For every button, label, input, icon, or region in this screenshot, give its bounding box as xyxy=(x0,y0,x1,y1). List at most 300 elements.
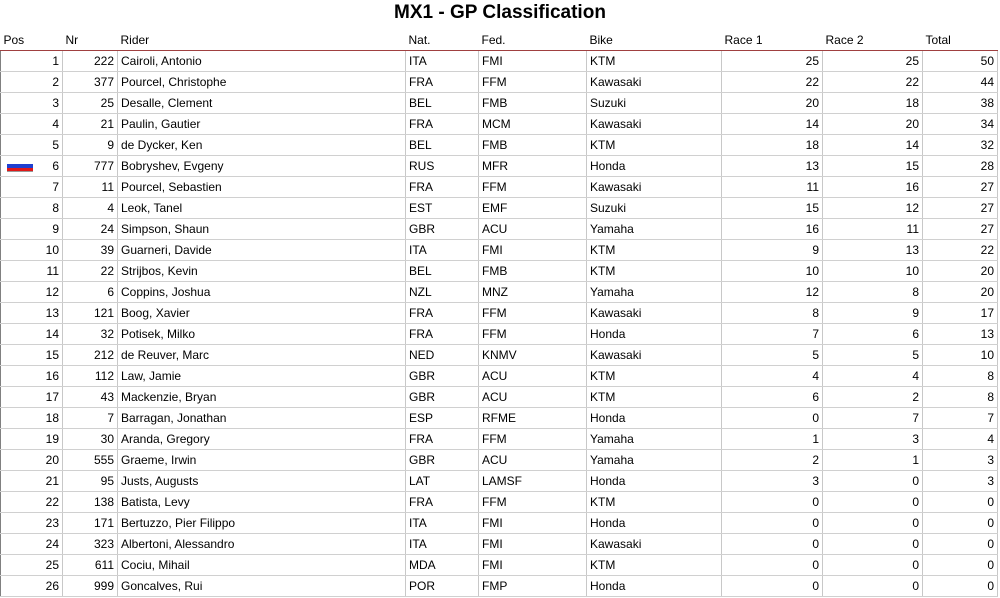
cell-race2 xyxy=(823,429,923,450)
race2-value: 16 xyxy=(905,180,919,194)
cell-fed xyxy=(479,240,587,261)
pos-value: 26 xyxy=(45,579,59,593)
cell-race2 xyxy=(823,219,923,240)
nat-value: ITA xyxy=(409,537,427,551)
cell-fed xyxy=(479,72,587,93)
race2-value: 11 xyxy=(906,222,919,236)
cell-rider xyxy=(118,261,406,282)
cell-race2 xyxy=(823,198,923,219)
fed-value: KNMV xyxy=(482,348,517,362)
fed-value: LAMSF xyxy=(482,474,523,488)
race1-value: 9 xyxy=(812,243,819,257)
cell-nat xyxy=(406,408,479,429)
rider-value: Mackenzie, Bryan xyxy=(121,390,217,404)
nr-value: 22 xyxy=(100,264,114,278)
cell-total xyxy=(923,471,998,492)
cell-total xyxy=(923,177,998,198)
nat-value: FRA xyxy=(409,75,433,89)
cell-fed xyxy=(479,156,587,177)
cell-bike xyxy=(587,450,722,471)
cell-nr xyxy=(63,513,118,534)
cell-nat xyxy=(406,93,479,114)
table-row xyxy=(1,534,998,555)
cell-nr xyxy=(63,261,118,282)
race1-value: 0 xyxy=(812,411,819,425)
cell-nr xyxy=(63,303,118,324)
cell-pos xyxy=(1,408,63,429)
cell-fed xyxy=(479,408,587,429)
bike-value: KTM xyxy=(590,495,616,509)
nr-value: 39 xyxy=(100,243,114,257)
cell-pos xyxy=(1,576,63,597)
pos-value: 7 xyxy=(52,180,59,194)
cell-rider xyxy=(118,282,406,303)
table-row xyxy=(1,576,998,597)
cell-nr xyxy=(63,198,118,219)
cell-race1 xyxy=(722,534,823,555)
cell-bike xyxy=(587,324,722,345)
fed-value: MCM xyxy=(482,117,511,131)
nr-value: 138 xyxy=(93,495,114,509)
race2-value: 8 xyxy=(912,285,919,299)
cell-race2 xyxy=(823,471,923,492)
total-value: 0 xyxy=(987,579,994,593)
cell-fed xyxy=(479,429,587,450)
cell-total xyxy=(923,492,998,513)
cell-fed xyxy=(479,324,587,345)
cell-fed xyxy=(479,282,587,303)
bike-value: Honda xyxy=(590,516,626,530)
race1-value: 2 xyxy=(812,453,819,467)
cell-race2 xyxy=(823,303,923,324)
bike-value: Honda xyxy=(590,474,626,488)
nr-value: 30 xyxy=(100,432,114,446)
cell-race1 xyxy=(722,240,823,261)
cell-bike xyxy=(587,72,722,93)
col-header-total: Total xyxy=(923,30,998,51)
cell-bike xyxy=(587,513,722,534)
nr-value: 377 xyxy=(93,75,114,89)
rider-value: Leok, Tanel xyxy=(121,201,183,215)
cell-total xyxy=(923,513,998,534)
nat-value: POR xyxy=(409,579,436,593)
cell-fed xyxy=(479,387,587,408)
fed-value: RFME xyxy=(482,411,516,425)
cell-total xyxy=(923,282,998,303)
col-header-race1: Race 1 xyxy=(722,30,823,51)
cell-nat xyxy=(406,513,479,534)
cell-rider xyxy=(118,429,406,450)
cell-pos xyxy=(1,261,63,282)
pos-value: 5 xyxy=(52,138,59,152)
cell-pos xyxy=(1,72,63,93)
cell-pos xyxy=(1,324,63,345)
cell-race2 xyxy=(823,261,923,282)
total-value: 20 xyxy=(980,264,994,278)
col-header-fed: Fed. xyxy=(479,30,587,51)
table-row xyxy=(1,219,998,240)
cell-bike xyxy=(587,135,722,156)
pos-value: 14 xyxy=(45,327,59,341)
cell-race1 xyxy=(722,387,823,408)
cell-race1 xyxy=(722,261,823,282)
bike-value: Honda xyxy=(590,579,626,593)
total-value: 28 xyxy=(980,159,994,173)
page-title: MX1 - GP Classification xyxy=(394,2,606,23)
cell-race1 xyxy=(722,156,823,177)
cell-race1 xyxy=(722,408,823,429)
cell-bike xyxy=(587,429,722,450)
total-value: 7 xyxy=(987,411,994,425)
bike-value: KTM xyxy=(590,264,616,278)
bike-value: KTM xyxy=(590,243,616,257)
cell-pos xyxy=(1,240,63,261)
total-value: 20 xyxy=(980,285,994,299)
bike-value: Kawasaki xyxy=(590,117,642,131)
cell-nat xyxy=(406,303,479,324)
cell-pos xyxy=(1,51,63,72)
cell-nat xyxy=(406,555,479,576)
cell-nr xyxy=(63,219,118,240)
classification-table xyxy=(0,30,998,597)
rider-value: Justs, Augusts xyxy=(121,474,199,488)
rider-value: Potisek, Milko xyxy=(121,327,196,341)
total-value: 13 xyxy=(980,327,994,341)
nat-value: GBR xyxy=(409,222,436,236)
cell-pos xyxy=(1,555,63,576)
fed-value: FFM xyxy=(482,75,507,89)
race2-value: 0 xyxy=(912,579,919,593)
cell-race2 xyxy=(823,345,923,366)
nat-value: ITA xyxy=(409,516,427,530)
cell-fed xyxy=(479,492,587,513)
cell-race2 xyxy=(823,534,923,555)
cell-rider xyxy=(118,72,406,93)
table-row xyxy=(1,198,998,219)
rider-value: Bertuzzo, Pier Filippo xyxy=(121,516,236,530)
table-row xyxy=(1,135,998,156)
nat-value: FRA xyxy=(409,180,433,194)
cell-nat xyxy=(406,492,479,513)
cell-race2 xyxy=(823,51,923,72)
total-value: 32 xyxy=(980,138,994,152)
cell-bike xyxy=(587,219,722,240)
cell-race1 xyxy=(722,555,823,576)
race1-value: 18 xyxy=(805,138,819,152)
cell-nat xyxy=(406,135,479,156)
rider-value: Pourcel, Christophe xyxy=(121,75,227,89)
cell-pos xyxy=(1,93,63,114)
bike-value: Kawasaki xyxy=(590,180,642,194)
fed-value: FMB xyxy=(482,138,508,152)
cell-race2 xyxy=(823,408,923,429)
cell-nr xyxy=(63,135,118,156)
nr-value: 112 xyxy=(94,369,114,383)
pos-value: 17 xyxy=(45,390,59,404)
cell-fed xyxy=(479,198,587,219)
cell-total xyxy=(923,387,998,408)
pos-value: 23 xyxy=(45,516,59,530)
race1-value: 16 xyxy=(805,222,819,236)
total-value: 27 xyxy=(980,222,994,236)
table-row xyxy=(1,408,998,429)
cell-race2 xyxy=(823,492,923,513)
nr-value: 323 xyxy=(93,537,114,551)
cell-total xyxy=(923,324,998,345)
bike-value: Yamaha xyxy=(590,222,634,236)
cell-race1 xyxy=(722,492,823,513)
nr-value: 777 xyxy=(93,159,114,173)
race1-value: 0 xyxy=(812,516,819,530)
bike-value: KTM xyxy=(590,390,616,404)
rider-value: Aranda, Gregory xyxy=(121,432,210,446)
pos-value: 15 xyxy=(45,348,59,362)
nr-value: 171 xyxy=(93,516,114,530)
race1-value: 13 xyxy=(805,159,819,173)
total-value: 34 xyxy=(980,117,994,131)
cell-race2 xyxy=(823,324,923,345)
cell-pos xyxy=(1,429,63,450)
cell-race1 xyxy=(722,345,823,366)
cell-race1 xyxy=(722,93,823,114)
cell-nat xyxy=(406,51,479,72)
cell-nr xyxy=(63,387,118,408)
nr-value: 611 xyxy=(94,558,114,572)
table-row xyxy=(1,114,998,135)
cell-rider xyxy=(118,492,406,513)
rider-value: Strijbos, Kevin xyxy=(121,264,198,278)
fed-value: MFR xyxy=(482,159,508,173)
flag-icon xyxy=(7,161,33,171)
race2-value: 14 xyxy=(905,138,919,152)
fed-value: FMI xyxy=(482,558,503,572)
fed-value: EMF xyxy=(482,201,508,215)
race2-value: 25 xyxy=(905,54,919,68)
race1-value: 11 xyxy=(806,180,819,194)
pos-value: 21 xyxy=(45,474,59,488)
table-row xyxy=(1,282,998,303)
cell-nat xyxy=(406,429,479,450)
cell-nat xyxy=(406,156,479,177)
cell-rider xyxy=(118,135,406,156)
cell-bike xyxy=(587,303,722,324)
cell-total xyxy=(923,534,998,555)
table-row xyxy=(1,513,998,534)
cell-total xyxy=(923,135,998,156)
cell-race2 xyxy=(823,576,923,597)
race2-value: 0 xyxy=(912,537,919,551)
col-header-nr: Nr xyxy=(63,30,118,51)
rider-value: de Reuver, Marc xyxy=(121,348,210,362)
race1-value: 0 xyxy=(812,558,819,572)
cell-bike xyxy=(587,51,722,72)
rider-value: de Dycker, Ken xyxy=(121,138,203,152)
cell-nr xyxy=(63,471,118,492)
race2-value: 4 xyxy=(912,369,919,383)
rider-value: Batista, Levy xyxy=(121,495,190,509)
fed-value: FMI xyxy=(482,537,503,551)
cell-pos xyxy=(1,156,63,177)
pos-value: 1 xyxy=(52,54,59,68)
rider-value: Cairoli, Antonio xyxy=(121,54,202,68)
bike-value: Kawasaki xyxy=(590,348,642,362)
cell-bike xyxy=(587,534,722,555)
cell-race1 xyxy=(722,51,823,72)
cell-race1 xyxy=(722,72,823,93)
table-row xyxy=(1,429,998,450)
nat-value: FRA xyxy=(409,306,433,320)
nr-value: 999 xyxy=(93,579,114,593)
pos-value: 8 xyxy=(52,201,59,215)
cell-nat xyxy=(406,576,479,597)
cell-nat xyxy=(406,114,479,135)
cell-total xyxy=(923,219,998,240)
nat-value: NED xyxy=(409,348,435,362)
fed-value: ACU xyxy=(482,453,508,467)
cell-race2 xyxy=(823,555,923,576)
race2-value: 10 xyxy=(905,264,919,278)
fed-value: ACU xyxy=(482,369,508,383)
pos-value: 13 xyxy=(45,306,59,320)
table-row xyxy=(1,156,998,177)
cell-race1 xyxy=(722,135,823,156)
bike-value: Honda xyxy=(590,327,626,341)
race1-value: 4 xyxy=(812,369,819,383)
table-row xyxy=(1,51,998,72)
race1-value: 8 xyxy=(812,306,819,320)
nat-value: ITA xyxy=(409,54,427,68)
fed-value: FFM xyxy=(482,495,507,509)
cell-rider xyxy=(118,513,406,534)
bike-value: KTM xyxy=(590,54,616,68)
rider-value: Coppins, Joshua xyxy=(121,285,211,299)
cell-pos xyxy=(1,471,63,492)
cell-total xyxy=(923,240,998,261)
total-value: 3 xyxy=(987,474,994,488)
race2-value: 9 xyxy=(912,306,919,320)
pos-value: 12 xyxy=(45,285,59,299)
race2-value: 3 xyxy=(912,432,919,446)
cell-nr xyxy=(63,492,118,513)
cell-race2 xyxy=(823,72,923,93)
bike-value: Kawasaki xyxy=(590,75,642,89)
col-header-bike: Bike xyxy=(587,30,722,51)
cell-fed xyxy=(479,261,587,282)
cell-race1 xyxy=(722,576,823,597)
table-row xyxy=(1,240,998,261)
bike-value: KTM xyxy=(590,558,616,572)
cell-bike xyxy=(587,408,722,429)
fed-value: FFM xyxy=(482,327,507,341)
fed-value: ACU xyxy=(482,222,508,236)
cell-fed xyxy=(479,534,587,555)
nat-value: MDA xyxy=(409,558,436,572)
cell-rider xyxy=(118,219,406,240)
fed-value: FMB xyxy=(482,264,508,278)
cell-bike xyxy=(587,492,722,513)
cell-nr xyxy=(63,72,118,93)
table-row xyxy=(1,387,998,408)
cell-total xyxy=(923,408,998,429)
cell-nr xyxy=(63,450,118,471)
cell-total xyxy=(923,198,998,219)
cell-rider xyxy=(118,450,406,471)
total-value: 38 xyxy=(980,96,994,110)
bike-value: KTM xyxy=(590,369,616,383)
total-value: 10 xyxy=(980,348,994,362)
nat-value: ESP xyxy=(409,411,434,425)
cell-race1 xyxy=(722,450,823,471)
rider-value: Cociu, Mihail xyxy=(121,558,190,572)
nr-value: 121 xyxy=(93,306,114,320)
cell-nr xyxy=(63,345,118,366)
nat-value: FRA xyxy=(409,495,433,509)
rider-value: Pourcel, Sebastien xyxy=(121,180,222,194)
cell-nr xyxy=(63,576,118,597)
cell-fed xyxy=(479,450,587,471)
race1-value: 0 xyxy=(812,495,819,509)
fed-value: ACU xyxy=(482,390,508,404)
cell-rider xyxy=(118,471,406,492)
cell-nat xyxy=(406,282,479,303)
cell-pos xyxy=(1,198,63,219)
total-value: 0 xyxy=(987,558,994,572)
cell-total xyxy=(923,303,998,324)
total-value: 3 xyxy=(987,453,994,467)
cell-nat xyxy=(406,324,479,345)
table-row xyxy=(1,471,998,492)
cell-race2 xyxy=(823,156,923,177)
race2-value: 0 xyxy=(912,516,919,530)
race1-value: 15 xyxy=(805,201,819,215)
nr-value: 11 xyxy=(101,180,114,194)
total-value: 44 xyxy=(980,75,994,89)
nat-value: FRA xyxy=(409,432,433,446)
pos-value: 22 xyxy=(45,495,59,509)
cell-nat xyxy=(406,471,479,492)
cell-pos xyxy=(1,219,63,240)
cell-bike xyxy=(587,156,722,177)
nr-value: 4 xyxy=(107,201,114,215)
nr-value: 21 xyxy=(100,117,114,131)
cell-rider xyxy=(118,93,406,114)
race1-value: 0 xyxy=(812,579,819,593)
race1-value: 10 xyxy=(805,264,819,278)
cell-pos xyxy=(1,135,63,156)
cell-nat xyxy=(406,177,479,198)
pos-value: 16 xyxy=(45,369,59,383)
table-row xyxy=(1,492,998,513)
cell-nat xyxy=(406,198,479,219)
cell-fed xyxy=(479,219,587,240)
fed-value: FFM xyxy=(482,306,507,320)
fed-value: FMI xyxy=(482,516,503,530)
total-value: 8 xyxy=(987,390,994,404)
cell-nr xyxy=(63,51,118,72)
nat-value: GBR xyxy=(409,369,436,383)
nr-value: 9 xyxy=(107,138,114,152)
cell-rider xyxy=(118,408,406,429)
total-value: 22 xyxy=(980,243,994,257)
pos-value: 20 xyxy=(45,453,59,467)
race1-value: 5 xyxy=(812,348,819,362)
nr-value: 222 xyxy=(93,54,114,68)
cell-fed xyxy=(479,345,587,366)
cell-bike xyxy=(587,114,722,135)
nr-value: 95 xyxy=(100,474,114,488)
cell-rider xyxy=(118,177,406,198)
cell-bike xyxy=(587,240,722,261)
